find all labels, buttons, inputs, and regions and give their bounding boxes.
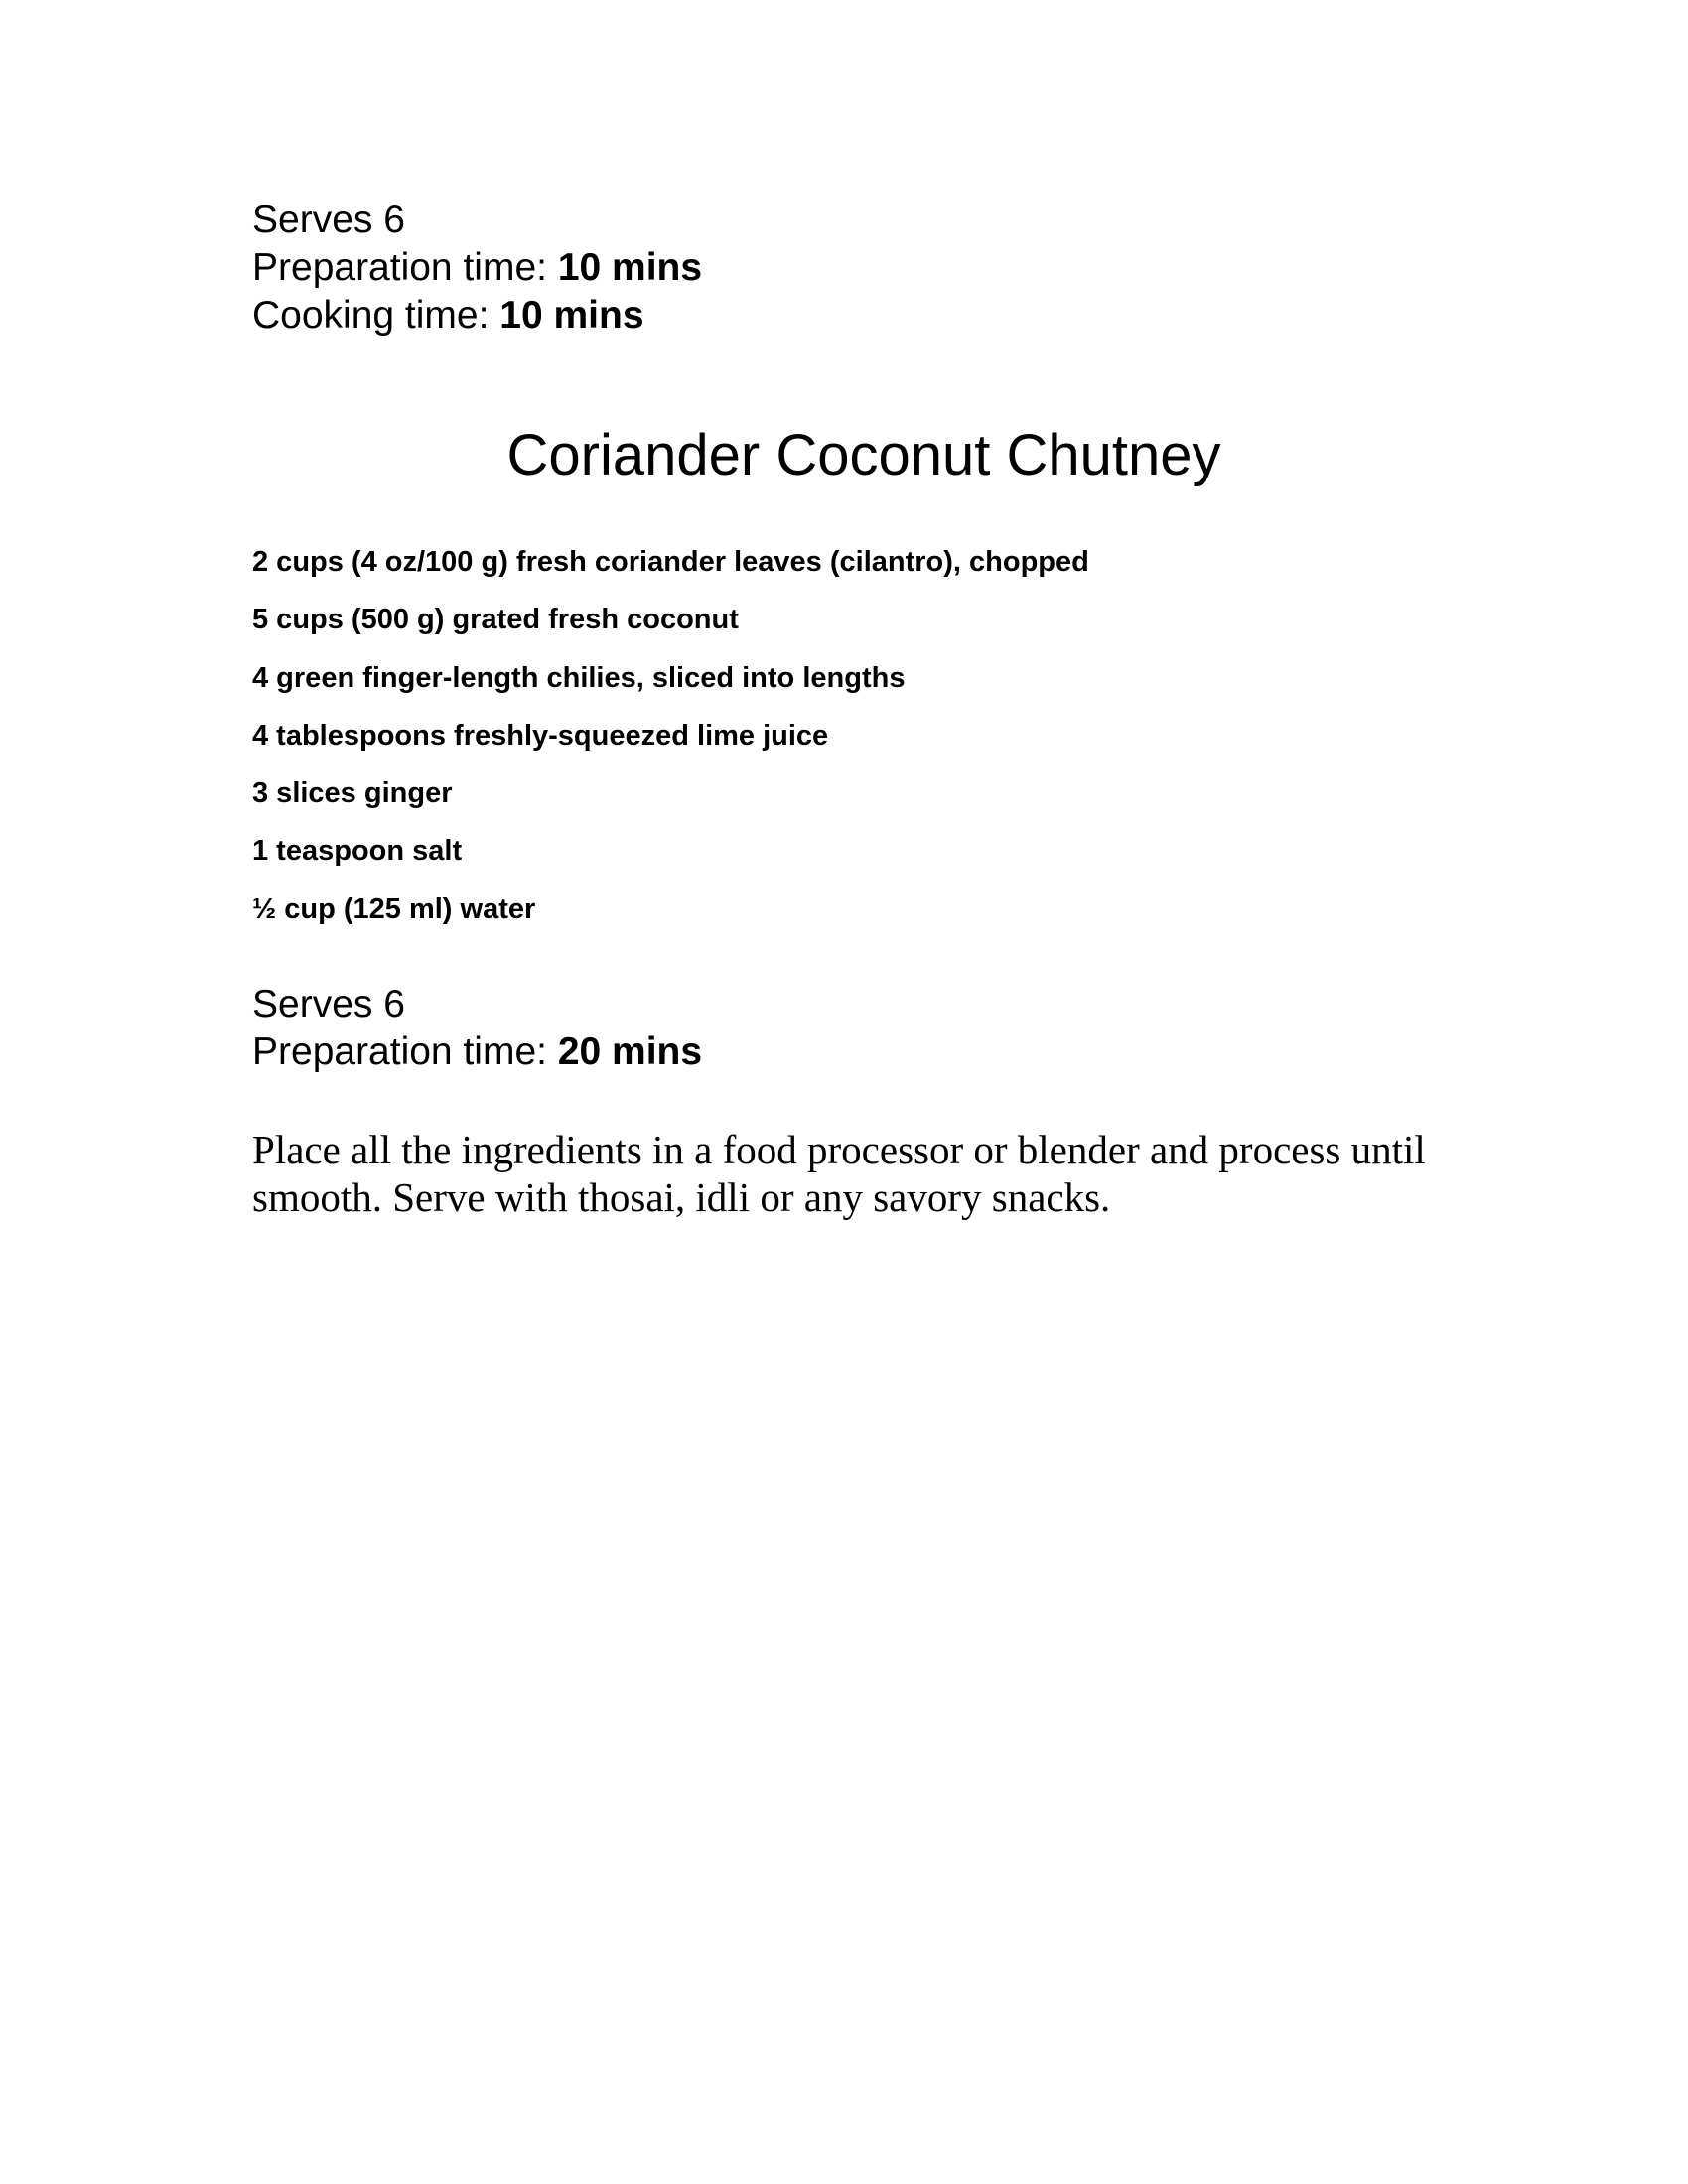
serves-text: Serves 6 (252, 983, 405, 1025)
cook-time-value: 10 mins (499, 294, 644, 337)
ingredient-item: 4 tablespoons freshly-squeezed lime juice (252, 719, 829, 751)
cook-time-label: Cooking time: (252, 294, 500, 337)
ingredient-item: 1 teaspoon salt (252, 835, 463, 868)
ingredient-item: 5 cups (500 g) grated fresh coconut (252, 604, 739, 636)
prep-time-label: Preparation time: (252, 246, 558, 289)
prep-time-label: Preparation time: (252, 1030, 558, 1073)
ingredient-list (252, 544, 1089, 949)
recipe-title: Coriander Coconut Chutney (506, 423, 1221, 487)
ingredient-item: 3 slices ginger (252, 777, 453, 810)
prep-time-value: 20 mins (557, 1030, 703, 1073)
prep-time-line (252, 244, 702, 292)
ingredient-item: ½ cup (125 ml) water (252, 892, 536, 925)
ingredient-item: 2 cups (4 oz/100 g) fresh coriander leaves (cilantro), chopped (252, 546, 1089, 578)
ingredient-item: 4 green finger-length chilies, sliced into lengths (252, 661, 906, 694)
prep-time-line (252, 1028, 702, 1076)
cook-time-line (252, 292, 702, 340)
previous-recipe-info (252, 197, 702, 340)
method-paragraph: Place all the ingredients in a food processor or blender and process until smooth. Serve with thosai, idli or any savory snacks. (252, 1127, 1426, 1220)
recipe-info (252, 981, 702, 1076)
prep-time-value: 10 mins (557, 246, 703, 289)
serves-text: Serves 6 (252, 199, 405, 241)
